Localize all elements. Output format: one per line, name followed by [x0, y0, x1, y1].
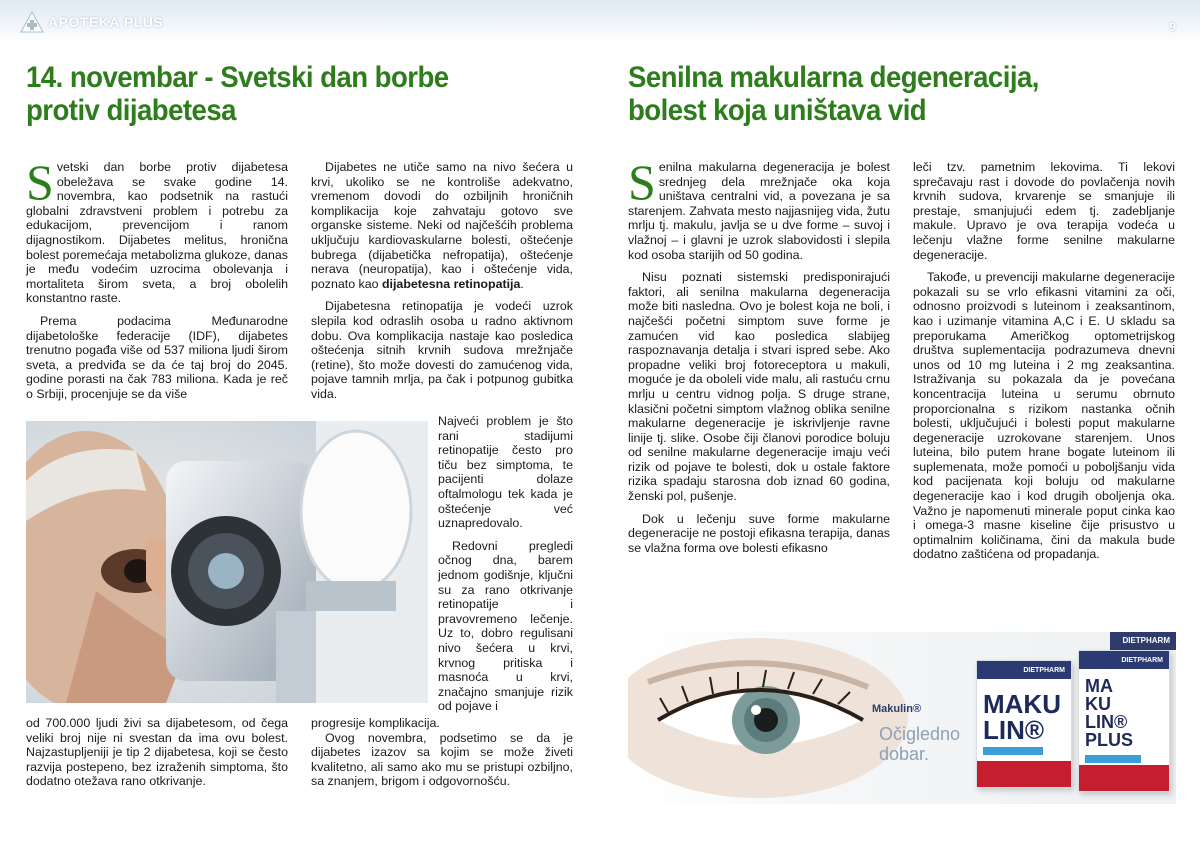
paragraph: Redovni pregledi očnog dna, barem jednom godišnje, ključni su za rano otkrivanje retinopatije i pravovremeno lečenje. Uz to, dobro regulisani nivo šećera u krvi, krvnog pritiska i masnoća u krvi, značajno smanjuje rizik od pojave i [438, 538, 573, 714]
box-name [1085, 677, 1133, 749]
page-number: 9 [1169, 20, 1176, 34]
paragraph: Prema podacima Međunarodne dijabetološke federacije (IDF), dijabetes trenutno pogađa više od 537 miliona ljudi širom sveta, a predviđa se da će taj broj do 2045. godine porasti na čak 783 miliona. Kada je reč o Srbiji, procenjuje se da više [26, 313, 288, 401]
paragraph: Dijabetesna retinopatija je vodeći uzrok slepila kod odraslih osoba u radno aktivnom dobu. Ova komplikacija nastaje kao posledica oštećenja sitnih krvnih sudova mrežnjače (retine), što može dovesti do zamućenog vida, pojave tamnih mrlja, pa čak i potpunog gubitka vida. [311, 299, 573, 401]
article-title-macular: Senilna makularna degeneracija, bolest koja uništava vid [628, 61, 1039, 127]
logo [20, 10, 163, 34]
ad-brand: Makulin® [872, 703, 922, 715]
macular-column-2 [913, 160, 1175, 570]
box-maker: DIETPHARM [1121, 657, 1163, 664]
diabetes-column-2 [311, 160, 573, 410]
dropcap: S [628, 154, 656, 210]
paragraph: Nisu poznati sistemski predisponirajući faktori, ali senilna makularna degeneracija može biti nasledna. Ovo je bolest koja ne boli, i najčešći početni simptom suve forme je zamućen vid kao posledica slabijeg raspoznavanja detalja i stvari ispred sebe. Ako propadne veliki broj fotoreceptora u makuli, moguće je da oboleli vide malu, ali rastuću crnu mrlju u centru vidnog polja. S druge strane, klasični početni simptom vlažnog oblika senilne makularne degeneracije je iskrivljenje ravne linije tj. slike. Osobe čiji članovi porodice boluju od senilne makularne degeneracije imaju veći rizik od pojave te bolesti, dok u ostale faktore rizika spadaju starosna dob iznad 60 godina, ženski pol, pušenje. [628, 270, 890, 504]
logo-triangle-icon [20, 11, 44, 33]
box-name-line: MAKU [983, 689, 1061, 719]
paragraph: Takođe, u prevenciji makularne degeneracije pokazali su se vrlo efikasni vitamini za oči, odnosno proizvodi s luteinom i zeaksantinom, kao i uzimanje vitamina A,C i E. U skladu sa preporukama Američkog optometrijskog društva suplementacija podrazumeva dnevni unos od 10 mg luteina i 2 mg zeaksantina. Istraživanja su pokazala da je povećana koncentracija luteina u serumu obrnuto proporcionalna s rizikom nastanka očnih bolesti, uključujući i bolesti poput makularne degeneracije uzrokovane starenjem. Unos luteina, bilo putem hrane bogate luteinom ili suplemenata, može pomoći u poboljšanju vida kod pacijenata koji boluju od makularne degeneracije kao i kod drugih oboljenja oka. Važno je napomenuti minerale poput cinka kao i omega-3 masne kiseline čije prisustvo u optimalnim količinama, čini da makula bude dodatno zaštićena od propadanja. [913, 270, 1175, 562]
box-maker: DIETPHARM [1023, 667, 1065, 674]
macular-column-1 [628, 154, 890, 563]
box-stripe [983, 747, 1043, 755]
box-name-line: LIN® [983, 715, 1045, 745]
box-name-line: LIN® [1085, 712, 1128, 732]
paragraph-text: Dijabetes ne utiče samo na nivo šećera u krvi, ukoliko se ne kontroliše adekvatno, vremenom dovodi do ozbiljnih hroničnih komplikacija koje zahvataju gotovo sve organske sisteme. Neki od najčešćih problema uključuju kardiovaskularne bolesti, oštećenje bubrega (dijabetička nefropatija), oštećenje nerava (neuropatija), kao i oštećenje vida, poznato kao [311, 160, 573, 291]
paragraph: Ovog novembra, podsetimo se da je dijabetes izazov sa kojim se može živeti kvalitetno, ali samo ako mu se pristupi ozbiljno, sa znanjem, brigom i odgovornošću. [311, 730, 573, 789]
diabetes-column-1 [26, 154, 288, 410]
diabetes-column-2-wrap [438, 414, 573, 722]
paragraph [26, 154, 288, 306]
box-name [983, 691, 1061, 743]
makulin-advertisement [628, 632, 1176, 804]
box-name-line: PLUS [1085, 730, 1134, 750]
box-name-line: MA [1085, 676, 1113, 696]
diabetes-column-2-end [311, 716, 573, 797]
paragraph: Najveći problem je što rani stadijumi retinopatije često pro tiču bez simptoma, te pacijenti dolaze oftalmologu tek kada je oštećenje već uznapredovalo. [438, 414, 573, 531]
paragraph: Dok u lečenju suve forme makularne degeneracije ne postoji efikasna terapija, danas se vlažna forma ove bolesti efikasno [628, 511, 890, 555]
dietpharm-badge-text: DIETPHARM [1122, 636, 1170, 645]
paragraph: progresije komplikacija. [311, 716, 440, 730]
header-bar [0, 0, 1200, 44]
box-red-band [977, 761, 1071, 787]
paragraph-text: enilna makularna degeneracija je bolest srednjeg dela mrežnjače oka koja uništava centralni vid, a povezana je sa starenjem. Zahvata mesto najjasnijeg vida, žutu mrlju tj. makulu, javlja se u dve forme – suvoj i vlažnoj – i glavni je uzrok slabovidosti i slepila kod osoba starijih od 50 godina. [628, 160, 890, 262]
paragraph: od 700.000 ljudi živi sa dijabetesom, od čega veliki broj nije ni svestan da ima ovu bolest. Najzastupljeniji je tip 2 dijabetesa, koji se često razvija postepeno, bez izraženih simptoma, što dodatno otežava rano otkrivanje. [26, 716, 288, 789]
ad-slogan: Očigledno dobar. [879, 724, 961, 764]
makulin-box [976, 660, 1072, 788]
diabetes-column-1-continued [26, 716, 288, 797]
box-red-band [1079, 765, 1169, 791]
box-stripe [1085, 755, 1141, 763]
paragraph [628, 154, 890, 262]
paragraph: leči tzv. pametnim lekovima. Ti lekovi sprečavaju rast i dovode do povlačenja novih krvnih sudova, krvarenje se smanjuje ili prestaje, smanjujući edem tj. zadebljanje makule. Upravo je ova terapija vodeća u lečenju vlažne forme senilne makularne degeneracije. [913, 160, 1175, 262]
eye-exam-photo [26, 421, 428, 703]
logo-text: APOTEKA PLUS [48, 14, 164, 30]
paragraph-text: vetski dan borbe protiv dijabetesa obeležava se svake godine 14. novembra, kao podsetnik na rastući globalni zdravstveni problem i potrebu za edukacijom, prevencijom i ranom dijagnostikom. Dijabetes melitus, hronična bolest poremećaja metabolizma glukoze, danas je među vodećim uzrocima obolevanja i mortaliteta širom sveta, a broj obolelih konstantno raste. [26, 160, 288, 306]
article-title-diabetes: 14. novembar - Svetski dan borbe protiv dijabetesa [26, 61, 449, 127]
paragraph [311, 160, 573, 291]
paragraph-end: . [520, 276, 524, 291]
makulin-plus-box [1078, 650, 1170, 792]
bold-term: dijabetesna retinopatija [381, 276, 521, 291]
box-name-line: KU [1085, 694, 1111, 714]
dropcap: S [26, 154, 54, 210]
